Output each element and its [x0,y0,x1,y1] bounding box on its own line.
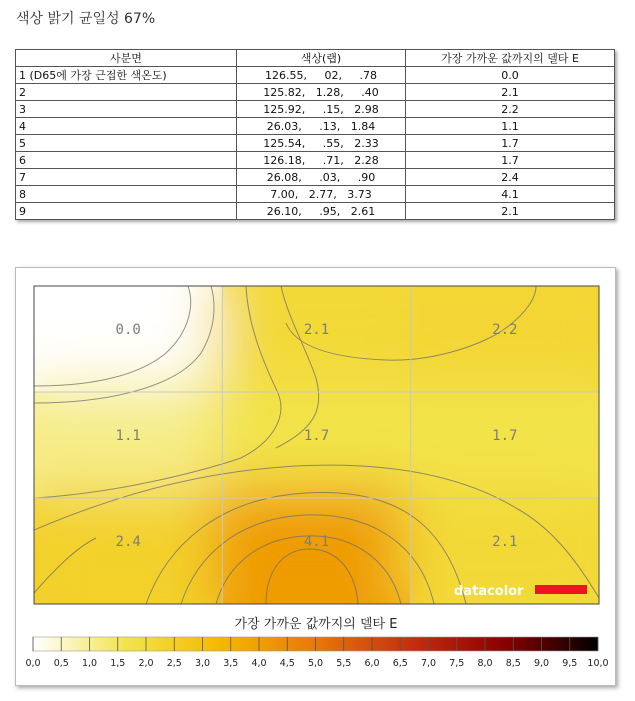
cell-delta-e: 2.4 [406,169,615,186]
cell-quadrant: 5 [16,135,237,152]
table-row [16,101,615,118]
colorbar-tick-label: 8,0 [477,658,493,669]
colorbar-tick-label: 7,0 [420,658,437,669]
table-row [16,169,615,186]
cell-quadrant: 6 [16,152,237,169]
page-title: 색상 밝기 균일성 67% [16,11,156,27]
table-header-row [16,50,615,67]
quadrant-value-label: 2.4 [115,534,141,550]
cell-delta-e: 2.1 [406,84,615,101]
cell-delta-e: 4.1 [406,186,615,203]
logo-bar [535,585,587,594]
colorbar-tick-label: 2,0 [138,658,154,669]
table-row [16,118,615,135]
colorbar-tick-label: 9,5 [562,658,578,669]
quadrant-value-label: 1.1 [115,428,141,444]
quadrant-value-label: 0.0 [115,322,141,338]
cell-color: 7.00, 2.77, 3.73 [237,186,406,203]
colorbar-tick-label: 4,0 [251,658,267,669]
colorbar-tick-label: 2,5 [166,658,182,669]
colorbar-tick-label: 0,5 [53,658,69,669]
table-row [16,186,615,203]
colorbar-tick-label: 6,0 [364,658,380,669]
colorbar-tick-label: 3,5 [223,658,239,669]
cell-quadrant: 7 [16,169,237,186]
colorbar-tick-label: 9,0 [533,658,550,669]
cell-color: 125.54, .55, 2.33 [237,135,406,152]
colorbar-title: 가장 가까운 값까지의 델타 E [234,617,398,632]
cell-quadrant: 8 [16,186,237,203]
cell-delta-e: 2.2 [406,101,615,118]
quadrant-value-label: 2.1 [303,322,330,338]
results-table [15,49,615,220]
colorbar-tick-label: 8,5 [505,658,521,669]
quadrant-value-label: 2.2 [492,322,518,338]
logo-text: datacolor [454,584,524,599]
table-row [16,203,615,220]
cell-color: 126.18, .71, 2.28 [237,152,406,169]
colorbar-tick-label: 6,5 [392,658,408,669]
cell-delta-e: 0.0 [406,67,615,84]
heatmap-cell-blur [24,488,232,614]
cell-delta-e: 1.7 [406,152,615,169]
colorbar-tick-label: 5,5 [336,658,352,669]
cell-color: 26.03, .13, 1.84 [237,118,406,135]
quadrant-value-label: 2.1 [492,534,518,550]
quadrant-value-label: 4.1 [303,534,330,550]
colorbar-tick-label: 10,0 [587,658,609,669]
cell-delta-e: 1.7 [406,135,615,152]
cell-quadrant: 9 [16,203,237,220]
colorbar-tick-label: 7,5 [449,658,465,669]
cell-color: 125.82, 1.28, .40 [237,84,406,101]
quadrant-value-label: 1.7 [303,428,330,444]
cell-quadrant: 1 (D65에 가장 근접한 색온도) [16,67,237,84]
cell-color: 126.55, 02, .78 [237,67,406,84]
table-row [16,84,615,101]
colorbar-tick-label: 5,0 [307,658,324,669]
cell-delta-e: 1.1 [406,118,615,135]
colorbar-tick-label: 4,5 [279,658,295,669]
cell-color: 26.08, .03, .90 [237,169,406,186]
header-delta-e: 가장 가까운 값까지의 델타 E [406,50,615,67]
colorbar-tick-label: 1,0 [81,658,98,669]
table-row [16,152,615,169]
header-color: 색상(랩) [237,50,406,67]
cell-delta-e: 2.1 [406,203,615,220]
colorbar-tick-label: 3,0 [194,658,211,669]
quadrant-value-label: 1.7 [492,428,518,444]
cell-quadrant: 2 [16,84,237,101]
uniformity-plot [15,267,616,686]
uniformity-heatmap-svg [16,268,615,685]
cell-quadrant: 3 [16,101,237,118]
heatmap-cell-blur [212,488,420,614]
colorbar-tick-label: 1,5 [110,658,126,669]
cell-color: 26.10, .95, 2.61 [237,203,406,220]
cell-color: 125.92, .15, 2.98 [237,101,406,118]
table-row [16,135,615,152]
colorbar-tick-label: 0,0 [25,658,41,669]
cell-quadrant: 4 [16,118,237,135]
table-row [16,67,615,84]
header-quadrant: 사분면 [16,50,237,67]
